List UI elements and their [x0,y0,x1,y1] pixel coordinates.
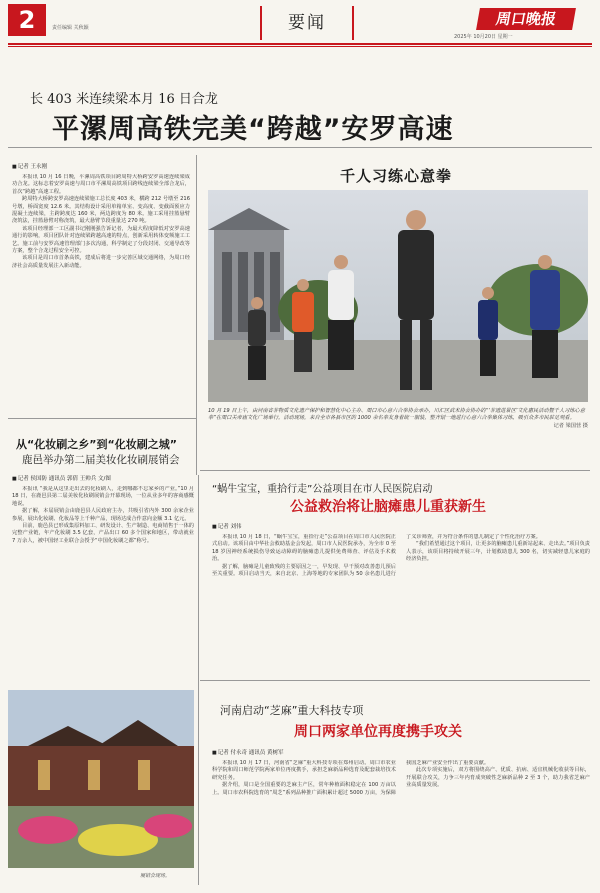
section-label: 要闻 [288,13,326,33]
taichi-photo-credit: 记者 梁国营 摄 [553,422,588,429]
snail-byline: ■ 记者 刘伟 [212,522,241,530]
taichi-photo [208,190,588,402]
taichi-rule [200,470,590,471]
cosmetics-kicker: 从“化妆刷之乡”到“化妆刷之城” [16,438,177,451]
cosmetics-photo-illustration [8,690,194,868]
lead-rule [8,147,592,148]
snail-paragraph: 据了解，脑瘫是儿童致残的主要原因之一，早发现、早干预对改善患儿预后至关重要。项目启动当天，来自北京、上海等地的专家团队为 50 余名患儿进行了义诊筛查，并为符合条件的患儿制定了个性化治疗方案。 [212,534,541,578]
zhima-byline: ■ 记者 付永奇 通讯员 黄树军 [212,748,283,756]
lead-paragraph: 该项目经理部一工区副书记刚刚强告诉记者，为最大程度降低对安罗高速通行的影响，项目团队针对连续梁跨越高速的特点，创新采用转体变频施工工艺。施工前与安罗高速管理部门多次沟通，科学制定了分段封闭、交通导改等方案，整个合龙过程安全可控。 [12,225,190,255]
page-editors: 责任编辑 关秋颖 [52,25,89,31]
newspaper-logo: 周口晚报 [476,8,576,30]
cosmetics-photo-credit: 展销会现场。 [140,873,171,879]
zhima-headline: 周口两家单位再度携手攻关 [294,724,462,740]
cosmetics-rule [8,418,196,419]
cosmetics-photo [8,690,194,868]
section-title [260,6,354,40]
snail-body [212,534,590,666]
zhima-paragraph: 此次专项实施后，双方将围绕高产、优质、抗病、适宜机械化收获等目标，开展联合攻关，力争三年内育成突破性芝麻新品种 2 至 3 个，助力我省芝麻产业高质量发展。 [406,767,590,789]
lead-paragraph: 该项目是周口市首条高铁，建成后将进一步完善区域交通网络，为周口经济社会高质量发展注入新动能。 [12,255,190,269]
lead-kicker: 长 403 米连续梁本月 16 日合龙 [30,92,218,107]
cosmetics-paragraph: 本报讯 “我是从这里走出去的化妆刷人，走到哪都不忘家乡的产业。”10 月 18 日，在鹿邑县第二届美妆化妆刷展销会开幕现场，一位从业多年的客商感慨地说。 [12,486,194,507]
page-number: 2 [8,4,46,36]
taichi-photo-illustration [208,190,588,402]
cosmetics-body [12,486,194,662]
snail-paragraph: 本报讯 10 月 18 日，“蜗牛宝宝，重拾行走”公益项目在周口市人民医院正式启动。该项目由中华社会救助基金会发起，周口市人民医院承办，为全市 0 至 18 岁因神经系统损伤导致运动障碍的脑瘫患儿提供免费筛查、评估及手术救治。 [212,534,396,563]
snail-rule [200,680,590,681]
zhima-paragraph: 本报讯 10 月 17 日，河南省“芝麻”重大科技专项在郑州启动。周口市农业科学院和周口师范学院两家单位再度携手，承担芝麻新品种选育及配套栽培技术研究任务。 [212,760,396,781]
taichi-caption-block [208,408,588,430]
lead-paragraph: 本报讯 10 月 16 日晚，平漯周高铁项目跨周特大桥跨安罗高速连续梁成功合龙。这标志着安罗高速与周口市平漯周高铁项目跨线连续梁全部合龙后，首次“跨越”高速工程。 [12,174,190,195]
lead-headline: 平漯周高铁完美“跨越”安罗高速 [52,114,454,145]
taichi-title: 千人习练心意拳 [340,167,453,185]
cosmetics-byline: ■ 记者 侯国防 通讯员 郭倩 王帅兵 文/图 [12,474,111,482]
lead-paragraph: 跨周特大桥跨安罗高速连续梁施工总长度 403 米，横跨 212 号墩至 216 号墩，桥面宽度 12.6 米。其结构设计采用单箱单室、变高度、变截面预应力混凝土连续梁，主跨跨度达 160 米，两边跨度为 80 米。施工采用挂篮悬臂浇筑法，挂篮悬臂对称浇筑，最大悬臂节段重量达 270 吨。 [12,196,190,225]
zhima-kicker: 河南启动“芝麻”重大科技专项 [220,704,364,717]
snail-kicker: “蜗牛宝宝，重拾行走”公益项目在市人民医院启动 [212,484,433,495]
lead-body [12,174,190,410]
issue-date: 2025年 10月20日 星期一 [454,34,513,40]
header-rule-thin [8,46,592,47]
lead-byline: ■ 记者 王永刚 [12,162,47,170]
cosmetics-paragraph: 据了解，本届展销会由鹿邑县人民政府主办，共吸引省内外 300 余家企业参展，展出化妆刷、化妆品等上千种产品，现场达成合作意向金额 3.1 亿元。 [12,508,194,522]
zhima-paragraph: 据介绍，周口是全国重要的芝麻主产区，常年种植面积稳定在 100 万亩以上。周口市农科院选育的“周芝”系列品种推广面积累计超过 5000 万亩，为保障我国芝麻产业安全作出了重要贡献。 [212,760,490,796]
snail-headline: 公益救治将让脑瘫患儿重获新生 [290,499,486,515]
column-divider [198,475,199,885]
taichi-caption: 10 月 19 日上午，由河南省非物质文化遗产保护和智慧化中心主办、周口市心意六合拳协会承办，川汇区武术协会协办的“‘非遗进景区’文化惠民活动暨千人习练心意拳”在周口关帝庙文化广场举行。活动现场，来自全市各县市区的 1000 余名拳友身着统一服装，整齐划一地进行心意六合拳集体习练，吸引众多市民驻足观看。 [208,408,585,422]
header-rule [8,43,592,45]
column-divider [196,155,197,475]
snail-paragraph: “我们希望通过这个项目，让更多的脑瘫患儿重新站起来、走出去。”项目负责人表示，该项目将持续开展三年，计划救助患儿 300 名，切实减轻患儿家庭的经济负担。 [406,541,590,563]
cosmetics-subtitle: 鹿邑举办第二届美妆化妆刷展销会 [22,454,180,466]
zhima-body [212,760,590,882]
cosmetics-paragraph: 目前，鹿邑县已形成集原料加工、研发设计、生产制造、电商销售于一体的完整产业链，年产化妆刷 3.5 亿套，产品出口 60 多个国家和地区，带动就业 7 万余人，被中国轻工业联合会授予“中国化妆刷之都”称号。 [12,523,194,544]
